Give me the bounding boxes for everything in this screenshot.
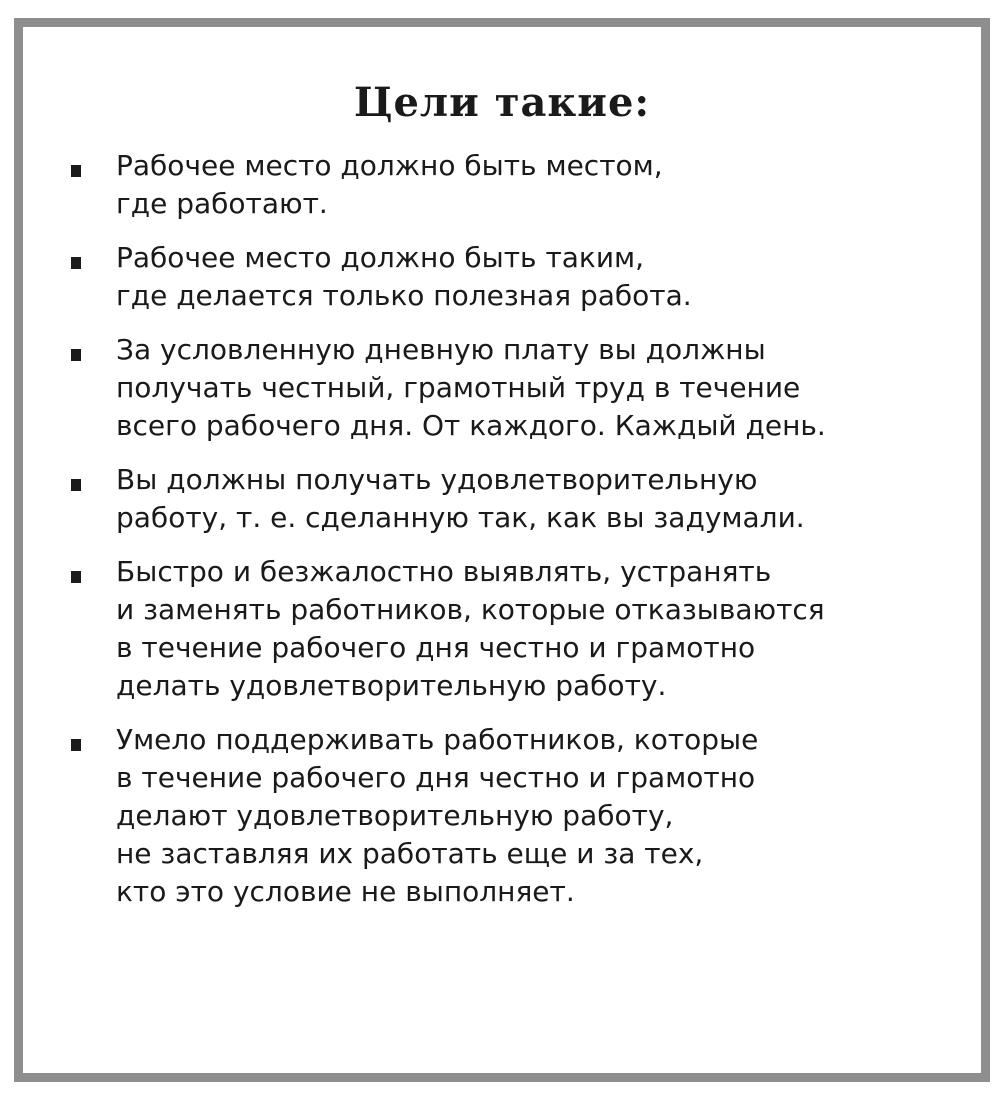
list-item-line: делают удовлетворительную работу, [116,799,674,832]
list-item-line: работу, т. е. сделанную так, как вы задумали. [116,501,805,534]
list-item-line: За условленную дневную плату вы должны [116,333,766,366]
list-item-line: и заменять работников, которые отказываются [116,593,825,626]
list-item-line: кто это условие не выполняет. [116,875,575,908]
bullet-icon [71,479,81,491]
list-item [67,461,967,537]
text-frame [14,18,990,1082]
list-item-line: всего рабочего дня. От каждого. Каждый день. [116,409,826,442]
bullet-icon [71,349,81,361]
list-item-line: Вы должны получать удовлетворительную [116,463,758,496]
list-item [67,721,967,911]
list-item-line: Рабочее место должно быть таким, [116,241,645,274]
bullet-icon [71,165,81,177]
list-item-line: в течение рабочего дня честно и грамотно [116,631,756,664]
list-item-line: Умело поддерживать работников, которые [116,723,759,756]
list-item [67,239,967,315]
list-item-line: в течение рабочего дня честно и грамотно [116,761,756,794]
bullet-icon [71,739,81,751]
list-item [67,553,967,705]
list-item-line: делать удовлетворительную работу. [116,669,667,702]
list-item [67,147,967,223]
bullet-icon [71,571,81,583]
list-item-line: где делается только полезная работа. [116,279,692,312]
bullet-icon [71,257,81,269]
list-item [67,331,967,445]
list-item-line: Быстро и безжалостно выявлять, устранять [116,555,772,588]
list-item-line: Рабочее место должно быть местом, [116,149,663,182]
page-title: Цели такие: [353,79,651,126]
list-item-line: не заставляя их работать еще и за тех, [116,837,704,870]
list-item-line: где работают. [116,187,328,220]
goals-list [67,147,967,927]
list-item-line: получать честный, грамотный труд в течение [116,371,801,404]
